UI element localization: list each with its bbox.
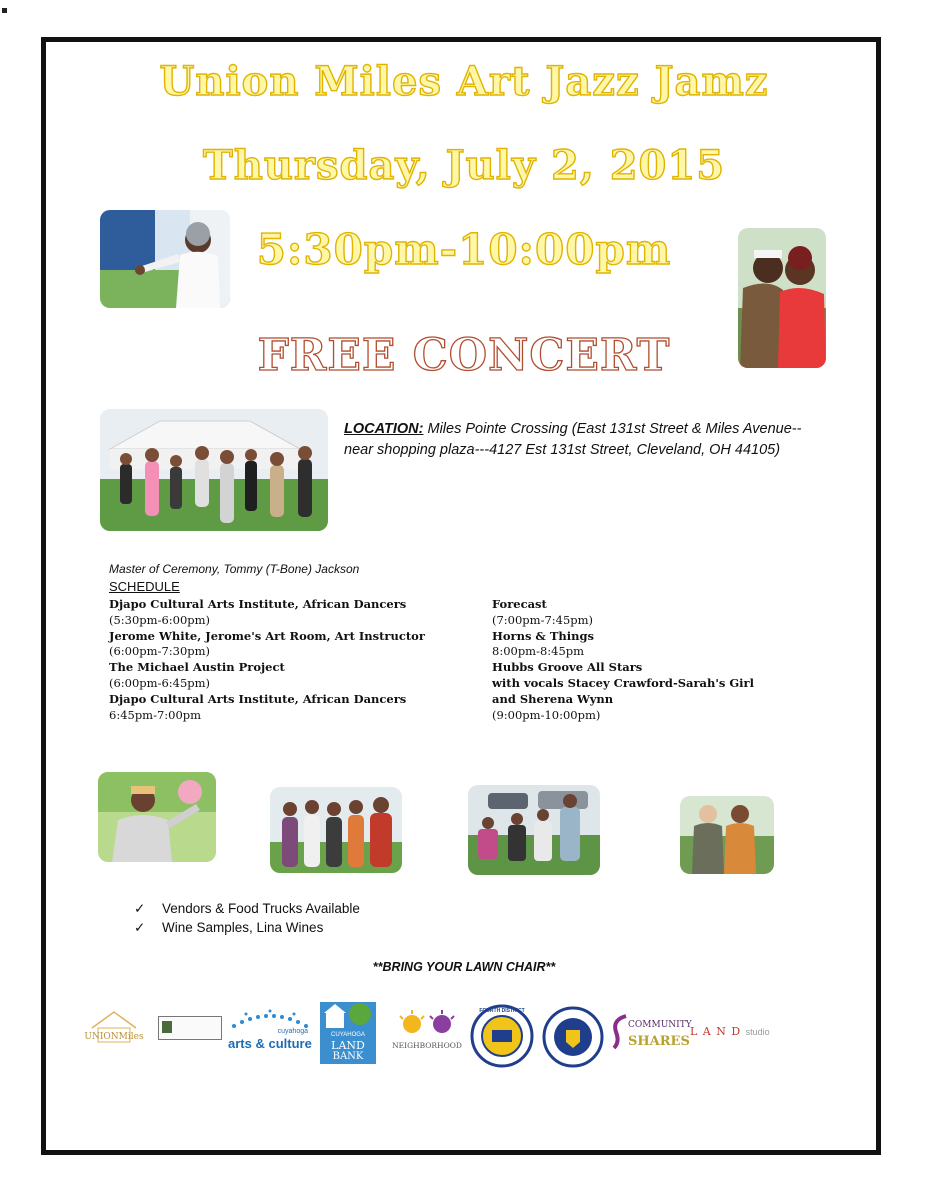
shares-text: SHARES	[628, 1034, 690, 1049]
land-studio-logo	[690, 1022, 770, 1042]
check-icon: ✓	[134, 901, 146, 916]
landbank-text-3: BANK	[332, 1051, 364, 1062]
schedule-time: 8:00pm-8:45pm	[492, 644, 585, 659]
master-of-ceremony: Master of Ceremony, Tommy (T-Bone) Jackson	[109, 562, 360, 576]
schedule-performer: Jerome White, Jerome's Art Room, Art Instructor	[109, 628, 425, 643]
schedule-time: (5:30pm-6:00pm)	[109, 612, 211, 627]
neighborhood-text: NEIGHBORHOOD	[392, 1041, 462, 1050]
landbank-text-2: LAND	[331, 1039, 365, 1052]
event-date: Thursday, July 2, 2015	[202, 142, 726, 189]
schedule-performer: with vocals Stacey Crawford-Sarah's Girl	[492, 675, 754, 690]
schedule-performer: Forecast	[492, 597, 547, 611]
neighborhood-connections-logo	[390, 1006, 464, 1056]
schedule-right-column	[492, 597, 754, 723]
check-icon: ✓	[134, 920, 146, 935]
union-miles-text: UNIONMiles	[84, 1032, 144, 1042]
location-block	[344, 419, 824, 461]
arts-small-text: cuyahoga	[277, 1028, 308, 1035]
schedule-left-column	[109, 597, 425, 723]
photo-couple-park	[680, 796, 774, 874]
police-ring-text: FOURTH DISTRICT	[479, 1008, 525, 1014]
lawn-chair-note: **BRING YOUR LAWN CHAIR**	[372, 960, 556, 974]
schedule-time: (9:00pm-10:00pm)	[492, 707, 601, 722]
schedule-performer: The Michael Austin Project	[109, 660, 285, 675]
amenity-item: ✓ Vendors & Food Trucks Available	[134, 901, 360, 916]
studio-text: studio	[745, 1027, 770, 1037]
schedule-performer: Horns & Things	[492, 628, 594, 643]
schedule-performer: and Sherena Wynn	[492, 691, 614, 706]
cuyahoga-land-bank-logo	[320, 1002, 376, 1064]
sponsor-mark-icon	[162, 1021, 172, 1033]
land-text: L A N D	[690, 1025, 742, 1038]
flyer-frame	[41, 37, 881, 1155]
cuyahoga-arts-culture-logo	[226, 1008, 312, 1058]
schedule-performer: Djapo Cultural Arts Institute, African Dancers	[109, 597, 407, 611]
scan-mark	[2, 8, 7, 13]
arts-big-text: arts & culture	[228, 1036, 312, 1051]
photo-woman-dancing	[100, 210, 230, 308]
photo-performer	[98, 772, 216, 862]
amenities-list	[134, 899, 360, 937]
schedule-time: (6:00pm-6:45pm)	[109, 675, 211, 690]
event-title: Union Miles Art Jazz Jamz	[159, 58, 769, 105]
schedule-time: (6:00pm-7:30pm)	[109, 644, 211, 659]
fourth-district-police-badge	[470, 1004, 534, 1068]
schedule-performer: Hubbs Groove All Stars	[492, 660, 643, 675]
police-badge-2	[542, 1006, 604, 1068]
union-miles-logo	[84, 1008, 144, 1056]
schedule-time: (7:00pm-7:45pm)	[492, 612, 594, 627]
community-text: COMMUNITY	[628, 1020, 692, 1030]
photo-couple	[738, 228, 826, 368]
photo-picnic-crowd	[468, 785, 600, 875]
schedule-performer: Djapo Cultural Arts Institute, African Dancers	[109, 691, 407, 706]
amenity-item: ✓ Wine Samples, Lina Wines	[134, 920, 324, 935]
schedule-time: 6:45pm-7:00pm	[109, 707, 202, 722]
free-concert-heading: FREE CONCERT	[257, 330, 671, 381]
community-shares-logo	[610, 1012, 692, 1058]
photo-group-of-women	[270, 787, 402, 873]
location-text: Miles Pointe Crossing (East 131st Street & Miles Avenue--near shopping plaza---4127 Est 131st Street, Cleveland, OH 44105)	[344, 421, 802, 458]
landbank-text-1: CUYAHOGA	[331, 1032, 365, 1038]
event-time: 5:30pm-10:00pm	[256, 225, 672, 274]
sponsor-logo-box	[158, 1016, 222, 1040]
schedule-heading: SCHEDULE	[109, 579, 180, 594]
location-label: LOCATION:	[344, 421, 424, 437]
photo-crowd-dancing	[100, 409, 328, 531]
